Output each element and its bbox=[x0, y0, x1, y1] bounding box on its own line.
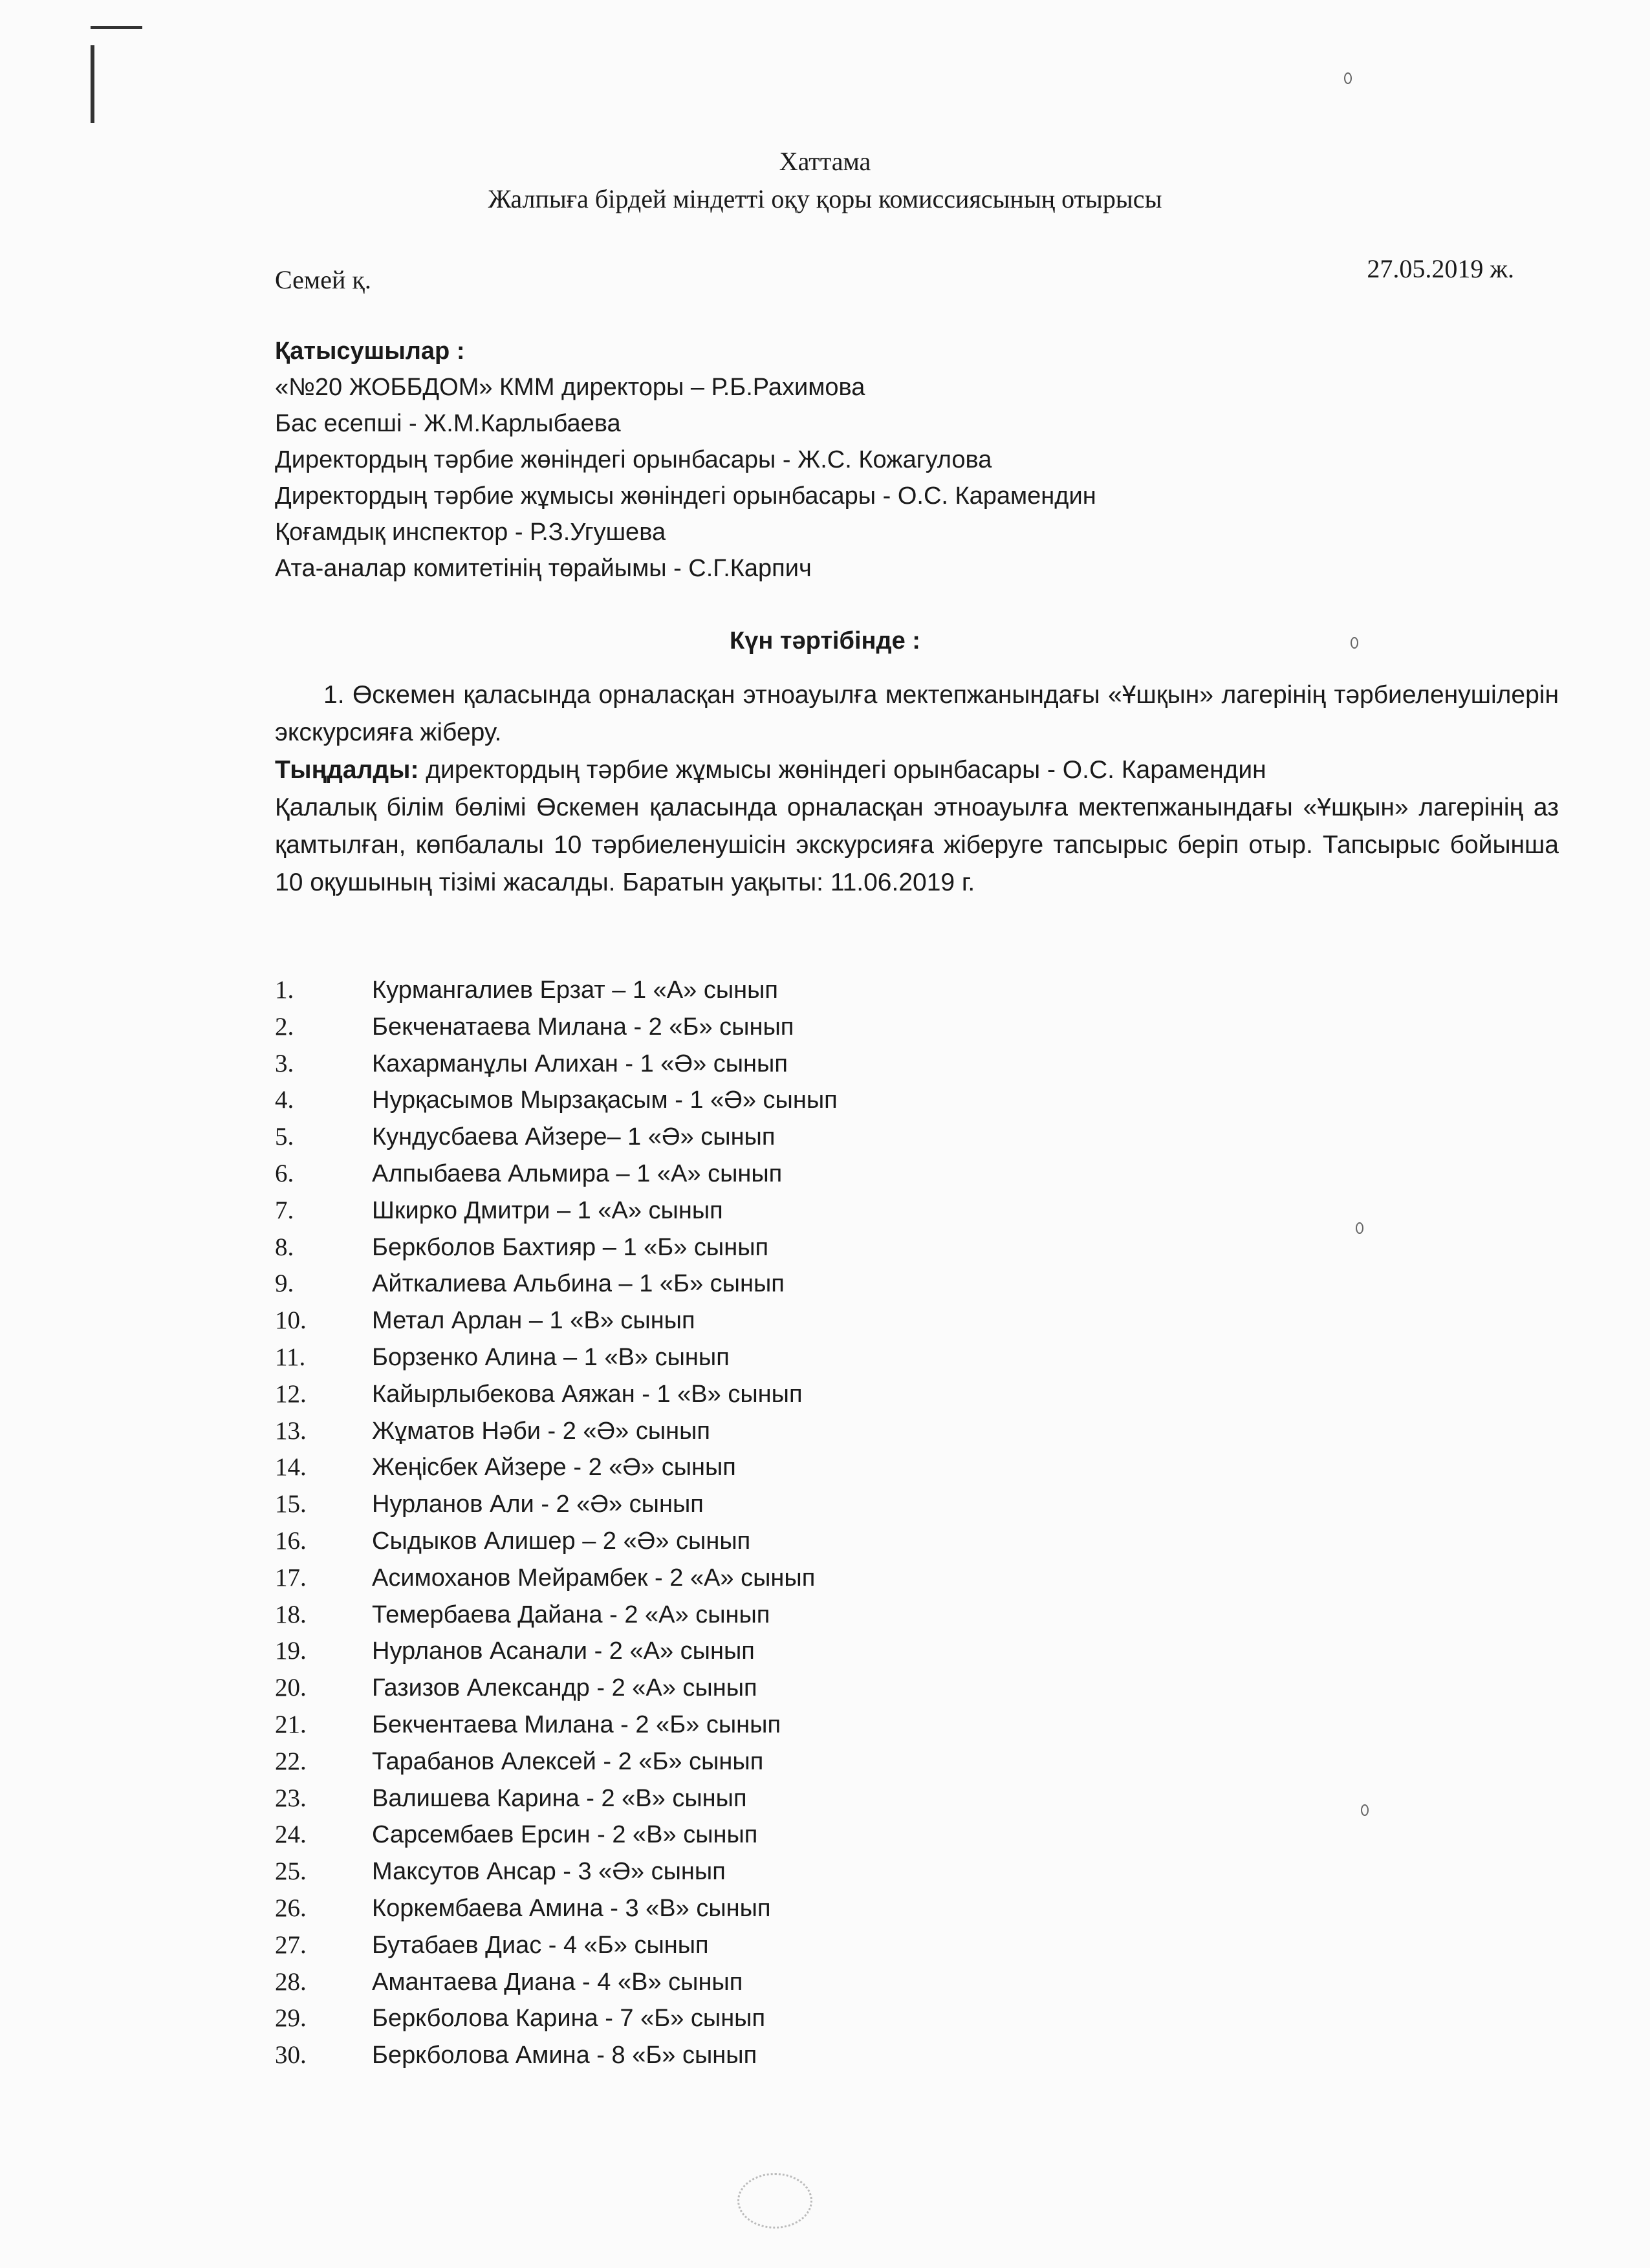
list-item-text: Асимоханов Мейрамбек - 2 «А» сынып bbox=[372, 1564, 816, 1592]
list-item bbox=[275, 1416, 838, 1453]
list-item-text: Шкирко Дмитри – 1 «А» сынып bbox=[372, 1196, 723, 1224]
participants-heading: Қатысушылар : bbox=[275, 338, 465, 365]
agenda-heading: Күн тәртібінде : bbox=[730, 627, 920, 654]
document-date: 27.05.2019 ж. bbox=[1367, 254, 1514, 283]
list-item bbox=[275, 1820, 838, 1857]
list-item-number: 19. bbox=[275, 1637, 307, 1665]
list-item bbox=[275, 1563, 838, 1600]
list-item-text: Бекченатаева Милана - 2 «Б» сынып bbox=[372, 1013, 794, 1041]
listened-speaker: директордың тәрбие жұмысы жөніндегі орынбасары - О.С. Карамендин bbox=[418, 756, 1266, 784]
stamp-mark bbox=[737, 2173, 812, 2229]
list-item-text: Темербаева Дайана - 2 «А» сынып bbox=[372, 1601, 770, 1628]
list-item-number: 22. bbox=[275, 1747, 307, 1775]
list-item-number: 9. bbox=[275, 1269, 294, 1298]
list-item-text: Коркембаева Амина - 3 «В» сынып bbox=[372, 1894, 771, 1922]
list-item-number: 28. bbox=[275, 1967, 307, 1996]
list-item-number: 30. bbox=[275, 2041, 307, 2069]
list-item-text: Курмангалиев Ерзат – 1 «А» сынып bbox=[372, 977, 779, 1004]
list-item bbox=[275, 1306, 838, 1343]
list-item-text: Беркболова Карина - 7 «Б» сынып bbox=[372, 2005, 766, 2033]
list-item-number: 23. bbox=[275, 1784, 307, 1812]
list-item-number: 13. bbox=[275, 1416, 307, 1445]
document-subtitle: Жалпыға бірдей міндетті оқу қоры комиссиясының отырысы bbox=[488, 184, 1162, 213]
list-item-text: Максутов Ансар - 3 «Ә» сынып bbox=[372, 1858, 726, 1886]
student-list bbox=[275, 975, 838, 2077]
list-item bbox=[275, 1636, 838, 1673]
list-item bbox=[275, 2040, 838, 2077]
list-item-text: Сыдыков Алишер – 2 «Ә» сынып bbox=[372, 1527, 751, 1555]
list-item bbox=[275, 1159, 838, 1196]
list-item bbox=[275, 1857, 838, 1894]
list-item bbox=[275, 1710, 838, 1747]
list-item-text: Тарабанов Алексей - 2 «Б» сынып bbox=[372, 1747, 764, 1775]
list-item-text: Кахарманұлы Алихан - 1 «Ә» сынып bbox=[372, 1050, 788, 1077]
list-item bbox=[275, 1489, 838, 1526]
list-item bbox=[275, 1196, 838, 1233]
list-item-number: 15. bbox=[275, 1490, 307, 1518]
participant-line: Ата-аналар комитетінің төрайымы - С.Г.Карпич bbox=[275, 555, 812, 582]
participant-line: Директордың тәрбие жөніндегі орынбасары - Ж.С. Кожагулова bbox=[275, 446, 992, 473]
list-item bbox=[275, 975, 838, 1012]
list-item bbox=[275, 1600, 838, 1637]
punch-hole-mark bbox=[1356, 1222, 1363, 1234]
list-item-number: 26. bbox=[275, 1894, 307, 1922]
list-item bbox=[275, 1233, 838, 1269]
participant-line: Директордың тәрбие жұмысы жөніндегі орынбасары - О.С. Карамендин bbox=[275, 482, 1096, 510]
list-item-number: 6. bbox=[275, 1159, 294, 1187]
list-item-number: 18. bbox=[275, 1600, 307, 1628]
city-label: Семей қ. bbox=[275, 265, 371, 294]
list-item bbox=[275, 1784, 838, 1820]
list-item-text: Валишева Карина - 2 «В» сынып bbox=[372, 1784, 747, 1812]
punch-hole-mark bbox=[1344, 72, 1352, 84]
list-item bbox=[275, 1747, 838, 1784]
list-item-text: Борзенко Алина – 1 «В» сынып bbox=[372, 1343, 730, 1371]
agenda-body: Қалалық білім бөлімі Өскемен қаласында орналасқан этноауылға мектепжанындағы «Ұшқын» лагерінің аз қамтылған, көпбалалы 10 тәрбиеленушісін экскурсияға жіберуге тапсырыс беріп отыр. Тапсырыс бойынша 10 оқушының тізімі жасалды. Баратын уақыты: 11.06.2019 г. bbox=[275, 794, 1559, 896]
document-title: Хаттама bbox=[779, 147, 871, 176]
scan-mark bbox=[91, 45, 94, 123]
list-item-number: 29. bbox=[275, 2004, 307, 2033]
punch-hole-mark bbox=[1361, 1804, 1369, 1816]
list-item bbox=[275, 1343, 838, 1379]
list-item-text: Бутабаев Диас - 4 «Б» сынып bbox=[372, 1931, 709, 1959]
list-item bbox=[275, 1894, 838, 1930]
list-item-text: Жеңісбек Айзере - 2 «Ә» сынып bbox=[372, 1454, 736, 1482]
participant-line: Қоғамдық инспектор - Р.З.Угушева bbox=[275, 519, 666, 546]
list-item-number: 16. bbox=[275, 1526, 307, 1555]
participant-line: «№20 ЖОББДОМ» КММ директоры – Р.Б.Рахимова bbox=[275, 374, 865, 401]
scan-mark bbox=[91, 26, 142, 29]
list-item-number: 7. bbox=[275, 1196, 294, 1224]
list-item bbox=[275, 1967, 838, 2004]
list-item-number: 4. bbox=[275, 1086, 294, 1114]
participant-line: Бас есепші - Ж.М.Карлыбаева bbox=[275, 410, 621, 437]
list-item-number: 25. bbox=[275, 1857, 307, 1886]
list-item-text: Айткалиева Альбина – 1 «Б» сынып bbox=[372, 1270, 785, 1298]
list-item-text: Амантаева Диана - 4 «В» сынып bbox=[372, 1968, 743, 1996]
list-item bbox=[275, 1012, 838, 1049]
list-item bbox=[275, 1085, 838, 1122]
list-item bbox=[275, 1526, 838, 1563]
list-item-text: Бекчентаева Милана - 2 «Б» сынып bbox=[372, 1711, 781, 1738]
list-item-text: Нурланов Али - 2 «Ә» сынып bbox=[372, 1491, 704, 1518]
list-item-text: Сарсембаев Ерсин - 2 «В» сынып bbox=[372, 1821, 758, 1849]
list-item-number: 3. bbox=[275, 1049, 294, 1077]
list-item-text: Беркболова Амина - 8 «Б» сынып bbox=[372, 2042, 757, 2069]
list-item bbox=[275, 1269, 838, 1306]
list-item-number: 21. bbox=[275, 1710, 307, 1738]
list-item-text: Алпыбаева Альмира – 1 «А» сынып bbox=[372, 1160, 783, 1187]
list-item-number: 10. bbox=[275, 1306, 307, 1335]
list-item-number: 11. bbox=[275, 1343, 306, 1371]
list-item-number: 27. bbox=[275, 1930, 307, 1959]
listened-label: Тыңдалды: bbox=[275, 756, 419, 784]
list-item-text: Нурқасымов Мырзақасым - 1 «Ә» сынып bbox=[372, 1086, 838, 1114]
list-item bbox=[275, 1049, 838, 1086]
list-item-number: 17. bbox=[275, 1563, 307, 1592]
list-item-number: 1. bbox=[275, 976, 294, 1004]
list-item bbox=[275, 1122, 838, 1159]
list-item-text: Жұматов Нәби - 2 «Ә» сынып bbox=[372, 1417, 711, 1445]
list-item-number: 2. bbox=[275, 1012, 294, 1041]
list-item-number: 14. bbox=[275, 1453, 307, 1482]
list-item-text: Нурланов Асанали - 2 «А» сынып bbox=[372, 1637, 755, 1665]
agenda-item bbox=[275, 676, 1559, 751]
list-item-text: Кайырлыбекова Аяжан - 1 «В» сынып bbox=[372, 1380, 803, 1408]
listened-line bbox=[275, 751, 1559, 789]
list-item bbox=[275, 1673, 838, 1710]
list-item-number: 5. bbox=[275, 1123, 294, 1151]
list-item-number: 8. bbox=[275, 1233, 294, 1261]
list-item bbox=[275, 1379, 838, 1416]
list-item-text: Кундусбаева Айзере– 1 «Ә» сынып bbox=[372, 1123, 776, 1151]
list-item-text: Метал Арлан – 1 «В» сынып bbox=[372, 1307, 695, 1335]
list-item-text: Беркболов Бахтияр – 1 «Б» сынып bbox=[372, 1233, 769, 1261]
list-item bbox=[275, 1453, 838, 1489]
list-item-number: 20. bbox=[275, 1674, 307, 1702]
list-item-number: 12. bbox=[275, 1379, 307, 1408]
agenda-item-text: 1. Өскемен қаласында орналасқан этноауылға мектепжанындағы «Ұшқын» лагерінің тәрбиеленушілерін экскурсияға жіберу. bbox=[275, 681, 1559, 746]
list-item bbox=[275, 1930, 838, 1967]
list-item-number: 24. bbox=[275, 1820, 307, 1849]
list-item bbox=[275, 2003, 838, 2040]
list-item-text: Газизов Александр - 2 «А» сынып bbox=[372, 1674, 757, 1702]
